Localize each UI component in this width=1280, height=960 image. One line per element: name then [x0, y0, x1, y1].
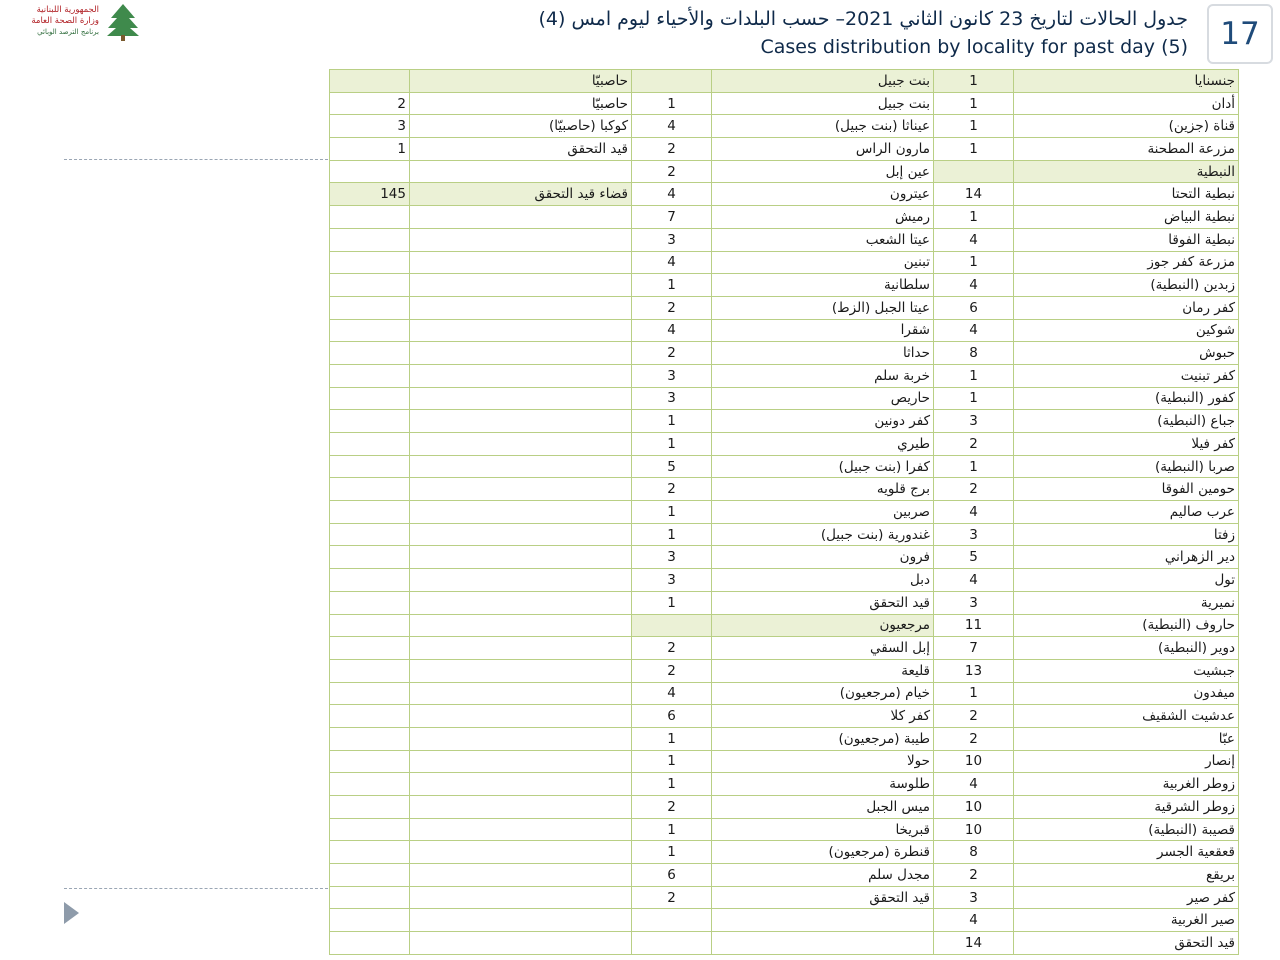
table-row	[330, 909, 1239, 932]
case-count-cell: 2	[934, 727, 1014, 750]
locality-cell: طيري	[712, 433, 934, 456]
case-count-cell	[330, 160, 410, 183]
case-count-cell	[330, 478, 410, 501]
ministry-logo	[8, 2, 143, 44]
divider-bottom	[64, 888, 328, 889]
locality-cell: النبطية	[1014, 160, 1239, 183]
case-count-cell	[934, 160, 1014, 183]
table-row	[330, 274, 1239, 297]
locality-cell: عيناثا (بنت جبيل)	[712, 115, 934, 138]
case-count-cell	[330, 433, 410, 456]
locality-cell: طلوسة	[712, 773, 934, 796]
locality-cell: كوكبا (حاصبيّا)	[410, 115, 632, 138]
case-count-cell: 14	[934, 932, 1014, 955]
locality-cell: قناة (جزين)	[1014, 115, 1239, 138]
table-row	[330, 569, 1239, 592]
table-row	[330, 546, 1239, 569]
locality-cell	[410, 659, 632, 682]
table-row	[330, 160, 1239, 183]
case-count-cell	[330, 841, 410, 864]
table-row	[330, 727, 1239, 750]
locality-cell: بنت جبيل	[712, 92, 934, 115]
case-count-cell: 11	[934, 614, 1014, 637]
table-row	[330, 183, 1239, 206]
table-row	[330, 796, 1239, 819]
locality-cell: كفر تبنيت	[1014, 364, 1239, 387]
page-title-arabic: جدول الحالات لتاريخ 23 كانون الثاني 2021– حسب البلدات والأحياء ليوم امس (4)	[538, 8, 1188, 30]
divider-top	[64, 159, 328, 160]
locality-cell: قضاء قيد التحقق	[410, 183, 632, 206]
case-count-cell	[330, 886, 410, 909]
table-row	[330, 251, 1239, 274]
locality-cell	[410, 841, 632, 864]
case-count-cell: 145	[330, 183, 410, 206]
locality-cell: صير الغربية	[1014, 909, 1239, 932]
case-count-cell	[330, 932, 410, 955]
table-row	[330, 773, 1239, 796]
locality-cell	[410, 727, 632, 750]
locality-cell: زوطر الغربية	[1014, 773, 1239, 796]
case-count-cell: 1	[632, 841, 712, 864]
locality-cell	[410, 523, 632, 546]
locality-cell: قيد التحقق	[712, 591, 934, 614]
locality-cell	[410, 274, 632, 297]
case-count-cell: 1	[934, 682, 1014, 705]
case-count-cell	[330, 228, 410, 251]
case-count-cell: 1	[632, 92, 712, 115]
table-row	[330, 206, 1239, 229]
locality-cell: نبطية الفوقا	[1014, 228, 1239, 251]
case-count-cell	[330, 387, 410, 410]
locality-cell: ميس الجبل	[712, 796, 934, 819]
case-count-cell: 1	[934, 206, 1014, 229]
case-count-cell: 8	[934, 841, 1014, 864]
locality-cell	[410, 387, 632, 410]
case-count-cell: 4	[934, 569, 1014, 592]
locality-cell: إبل السقي	[712, 637, 934, 660]
case-count-cell: 7	[632, 206, 712, 229]
locality-cell	[410, 478, 632, 501]
locality-cell	[410, 682, 632, 705]
case-count-cell: 3	[632, 364, 712, 387]
case-count-cell: 4	[632, 682, 712, 705]
table-row	[330, 637, 1239, 660]
case-count-cell: 1	[934, 251, 1014, 274]
locality-cell	[410, 932, 632, 955]
case-count-cell: 1	[934, 387, 1014, 410]
locality-cell: قليعة	[712, 659, 934, 682]
cedar-logo-icon	[103, 2, 143, 42]
case-count-cell: 2	[632, 796, 712, 819]
locality-cell: صربين	[712, 501, 934, 524]
locality-cell: شوكين	[1014, 319, 1239, 342]
page-title-english: Cases distribution by locality for past day (5)	[760, 36, 1188, 58]
case-count-cell	[330, 705, 410, 728]
locality-cell: كفور (النبطية)	[1014, 387, 1239, 410]
locality-cell: عبّا	[1014, 727, 1239, 750]
locality-cell	[410, 364, 632, 387]
case-count-cell: 2	[632, 342, 712, 365]
case-count-cell: 3	[632, 546, 712, 569]
case-count-cell	[330, 591, 410, 614]
locality-cell	[410, 591, 632, 614]
case-count-cell: 1	[632, 501, 712, 524]
table-row	[330, 410, 1239, 433]
table-row	[330, 818, 1239, 841]
case-count-cell: 2	[632, 138, 712, 161]
locality-cell: رميش	[712, 206, 934, 229]
case-count-cell	[330, 319, 410, 342]
case-count-cell: 4	[934, 274, 1014, 297]
locality-cell	[410, 546, 632, 569]
locality-cell: عين إبل	[712, 160, 934, 183]
case-count-cell: 10	[934, 750, 1014, 773]
case-count-cell: 14	[934, 183, 1014, 206]
case-count-cell: 4	[934, 501, 1014, 524]
locality-cell: جنسنايا	[1014, 70, 1239, 93]
locality-cell	[410, 637, 632, 660]
locality-cell: زبدين (النبطية)	[1014, 274, 1239, 297]
locality-cell	[410, 886, 632, 909]
locality-cell	[410, 410, 632, 433]
locality-cell	[410, 228, 632, 251]
case-count-cell: 2	[632, 160, 712, 183]
case-count-cell	[330, 818, 410, 841]
case-count-cell: 7	[934, 637, 1014, 660]
locality-cell	[410, 251, 632, 274]
case-count-cell: 1	[632, 274, 712, 297]
case-count-cell	[330, 909, 410, 932]
case-count-cell	[330, 796, 410, 819]
case-count-cell: 3	[934, 410, 1014, 433]
table-row	[330, 864, 1239, 887]
case-count-cell: 3	[330, 115, 410, 138]
case-count-cell	[330, 546, 410, 569]
locality-cell: حاصبيّا	[410, 70, 632, 93]
case-count-cell: 1	[632, 727, 712, 750]
case-count-cell	[330, 70, 410, 93]
locality-cell: كفر دونين	[712, 410, 934, 433]
locality-cell: طيبة (مرجعيون)	[712, 727, 934, 750]
locality-cell	[410, 342, 632, 365]
table-row	[330, 932, 1239, 955]
locality-cell: دير الزهراني	[1014, 546, 1239, 569]
table-row	[330, 659, 1239, 682]
locality-cell: بريقع	[1014, 864, 1239, 887]
case-count-cell	[330, 750, 410, 773]
locality-cell: أدان	[1014, 92, 1239, 115]
case-count-cell	[330, 364, 410, 387]
locality-cell: سلطانية	[712, 274, 934, 297]
case-count-cell	[330, 251, 410, 274]
case-count-cell	[330, 614, 410, 637]
locality-cell: زفتا	[1014, 523, 1239, 546]
table-row	[330, 614, 1239, 637]
case-count-cell: 3	[934, 591, 1014, 614]
table-row	[330, 433, 1239, 456]
case-count-cell: 1	[632, 523, 712, 546]
case-count-cell: 2	[934, 864, 1014, 887]
case-count-cell: 1	[632, 591, 712, 614]
case-count-cell	[632, 614, 712, 637]
case-count-cell: 1	[934, 115, 1014, 138]
table-row	[330, 296, 1239, 319]
case-count-cell	[330, 501, 410, 524]
locality-cell	[410, 569, 632, 592]
locality-cell	[410, 501, 632, 524]
table-row	[330, 319, 1239, 342]
table-row	[330, 364, 1239, 387]
table-row	[330, 682, 1239, 705]
table-row	[330, 387, 1239, 410]
case-count-cell: 3	[934, 886, 1014, 909]
locality-cell	[410, 705, 632, 728]
case-count-cell	[330, 864, 410, 887]
locality-cell: قبريخا	[712, 818, 934, 841]
case-count-cell: 4	[934, 228, 1014, 251]
case-count-cell	[330, 637, 410, 660]
logo-text-ministry: وزارة الصحة العامة	[31, 16, 99, 26]
case-count-cell: 5	[632, 455, 712, 478]
locality-cell: كفر رمان	[1014, 296, 1239, 319]
case-count-cell: 1	[632, 433, 712, 456]
case-count-cell	[632, 932, 712, 955]
locality-cell: مزرعة كفر جوز	[1014, 251, 1239, 274]
case-count-cell	[330, 727, 410, 750]
locality-cell	[410, 160, 632, 183]
locality-cell: خربة سلم	[712, 364, 934, 387]
locality-cell	[410, 796, 632, 819]
locality-cell: حاريص	[712, 387, 934, 410]
locality-cell	[410, 206, 632, 229]
case-count-cell: 4	[632, 115, 712, 138]
locality-cell: مارون الراس	[712, 138, 934, 161]
locality-cell	[410, 909, 632, 932]
table-row	[330, 705, 1239, 728]
locality-cell	[410, 614, 632, 637]
locality-cell: حداثا	[712, 342, 934, 365]
locality-cell: كفرا (بنت جبيل)	[712, 455, 934, 478]
table-row	[330, 886, 1239, 909]
case-count-cell: 2	[330, 92, 410, 115]
locality-cell: حبوش	[1014, 342, 1239, 365]
table-row	[330, 841, 1239, 864]
locality-cell: عيتا الجبل (الزط)	[712, 296, 934, 319]
locality-cell: قصيبة (النبطية)	[1014, 818, 1239, 841]
case-count-cell: 1	[934, 455, 1014, 478]
case-count-cell: 5	[934, 546, 1014, 569]
logo-text-program: برنامج الترصد الوبائي	[37, 28, 99, 36]
case-count-cell	[330, 342, 410, 365]
table-row	[330, 523, 1239, 546]
case-count-cell: 4	[934, 319, 1014, 342]
case-count-cell	[330, 296, 410, 319]
case-count-cell	[632, 909, 712, 932]
locality-cell: حومين الفوقا	[1014, 478, 1239, 501]
locality-cell: قيد التحقق	[410, 138, 632, 161]
table-row	[330, 455, 1239, 478]
locality-cell: حاصبيّا	[410, 92, 632, 115]
locality-cell: حولا	[712, 750, 934, 773]
locality-cell: دوير (النبطية)	[1014, 637, 1239, 660]
case-count-cell: 4	[934, 773, 1014, 796]
case-count-cell	[632, 70, 712, 93]
locality-cell: غندورية (بنت جبيل)	[712, 523, 934, 546]
case-count-cell: 1	[330, 138, 410, 161]
locality-cell: بنت جبيل	[712, 70, 934, 93]
locality-cell	[410, 433, 632, 456]
locality-cell	[712, 932, 934, 955]
table-row	[330, 70, 1239, 93]
case-count-cell: 3	[632, 228, 712, 251]
case-count-cell	[330, 682, 410, 705]
case-count-cell: 2	[934, 478, 1014, 501]
locality-cell: ميفدون	[1014, 682, 1239, 705]
case-count-cell: 6	[632, 705, 712, 728]
case-count-cell: 13	[934, 659, 1014, 682]
table-row	[330, 591, 1239, 614]
locality-cell: إنصار	[1014, 750, 1239, 773]
case-count-cell	[330, 206, 410, 229]
case-count-cell: 4	[934, 909, 1014, 932]
locality-cell: دبل	[712, 569, 934, 592]
table-row	[330, 138, 1239, 161]
locality-cell	[712, 909, 934, 932]
locality-cell	[410, 818, 632, 841]
case-count-cell: 4	[632, 251, 712, 274]
case-count-cell: 3	[632, 387, 712, 410]
case-count-cell: 1	[632, 818, 712, 841]
case-count-cell: 1	[934, 138, 1014, 161]
case-count-cell: 6	[934, 296, 1014, 319]
case-count-cell: 4	[632, 183, 712, 206]
locality-cell: خيام (مرجعيون)	[712, 682, 934, 705]
locality-cell: برج قلويه	[712, 478, 934, 501]
case-count-cell: 8	[934, 342, 1014, 365]
locality-cell: مرجعيون	[712, 614, 934, 637]
locality-cell: قيد التحقق	[1014, 932, 1239, 955]
case-count-cell	[330, 773, 410, 796]
case-count-cell	[330, 523, 410, 546]
case-count-cell: 1	[934, 364, 1014, 387]
locality-cell	[410, 455, 632, 478]
locality-cell: كفر صير	[1014, 886, 1239, 909]
case-count-cell: 1	[934, 70, 1014, 93]
locality-cell	[410, 864, 632, 887]
page-number: 17	[1207, 4, 1273, 64]
locality-cell: كفر فيلا	[1014, 433, 1239, 456]
case-count-cell: 2	[632, 478, 712, 501]
locality-cell: نبطية البياض	[1014, 206, 1239, 229]
locality-cell: قيد التحقق	[712, 886, 934, 909]
locality-cell: عيترون	[712, 183, 934, 206]
table-row	[330, 228, 1239, 251]
table-row	[330, 478, 1239, 501]
case-count-cell: 2	[632, 659, 712, 682]
locality-cell: تول	[1014, 569, 1239, 592]
case-count-cell: 2	[632, 886, 712, 909]
case-count-cell	[330, 455, 410, 478]
table-row	[330, 501, 1239, 524]
case-count-cell: 4	[632, 319, 712, 342]
locality-cell: شقرا	[712, 319, 934, 342]
locality-cell: جباع (النبطية)	[1014, 410, 1239, 433]
case-count-cell: 2	[632, 637, 712, 660]
locality-cell	[410, 296, 632, 319]
locality-cell: تبنين	[712, 251, 934, 274]
locality-cell: كفر كلا	[712, 705, 934, 728]
locality-cell	[410, 319, 632, 342]
locality-cell: زوطر الشرقية	[1014, 796, 1239, 819]
case-count-cell: 2	[934, 705, 1014, 728]
locality-cell: عيتا الشعب	[712, 228, 934, 251]
locality-cell: قنطرة (مرجعيون)	[712, 841, 934, 864]
locality-cell: جبشيت	[1014, 659, 1239, 682]
cases-table	[329, 69, 1239, 955]
table-row	[330, 115, 1239, 138]
case-count-cell: 6	[632, 864, 712, 887]
case-count-cell: 1	[632, 410, 712, 433]
case-count-cell: 10	[934, 818, 1014, 841]
case-count-cell	[330, 410, 410, 433]
case-count-cell: 3	[934, 523, 1014, 546]
case-count-cell: 1	[632, 750, 712, 773]
case-count-cell: 2	[632, 296, 712, 319]
case-count-cell: 1	[632, 773, 712, 796]
locality-cell: فرون	[712, 546, 934, 569]
case-count-cell: 2	[934, 433, 1014, 456]
case-count-cell	[330, 274, 410, 297]
next-slide-arrow-icon[interactable]	[64, 902, 79, 924]
locality-cell: عرب صاليم	[1014, 501, 1239, 524]
case-count-cell	[330, 569, 410, 592]
case-count-cell	[330, 659, 410, 682]
locality-cell: حاروف (النبطية)	[1014, 614, 1239, 637]
logo-text-republic: الجمهورية اللبنانية	[36, 5, 99, 15]
locality-cell: مجدل سلم	[712, 864, 934, 887]
table-row	[330, 342, 1239, 365]
locality-cell	[410, 750, 632, 773]
case-count-cell: 10	[934, 796, 1014, 819]
locality-cell: نبطية التحتا	[1014, 183, 1239, 206]
locality-cell	[410, 773, 632, 796]
locality-cell: نميرية	[1014, 591, 1239, 614]
table-row	[330, 92, 1239, 115]
table-row	[330, 750, 1239, 773]
locality-cell: قعقعية الجسر	[1014, 841, 1239, 864]
case-count-cell: 1	[934, 92, 1014, 115]
locality-cell: عدشيت الشقيف	[1014, 705, 1239, 728]
locality-cell: صربا (النبطية)	[1014, 455, 1239, 478]
case-count-cell: 3	[632, 569, 712, 592]
locality-cell: مزرعة المطحنة	[1014, 138, 1239, 161]
